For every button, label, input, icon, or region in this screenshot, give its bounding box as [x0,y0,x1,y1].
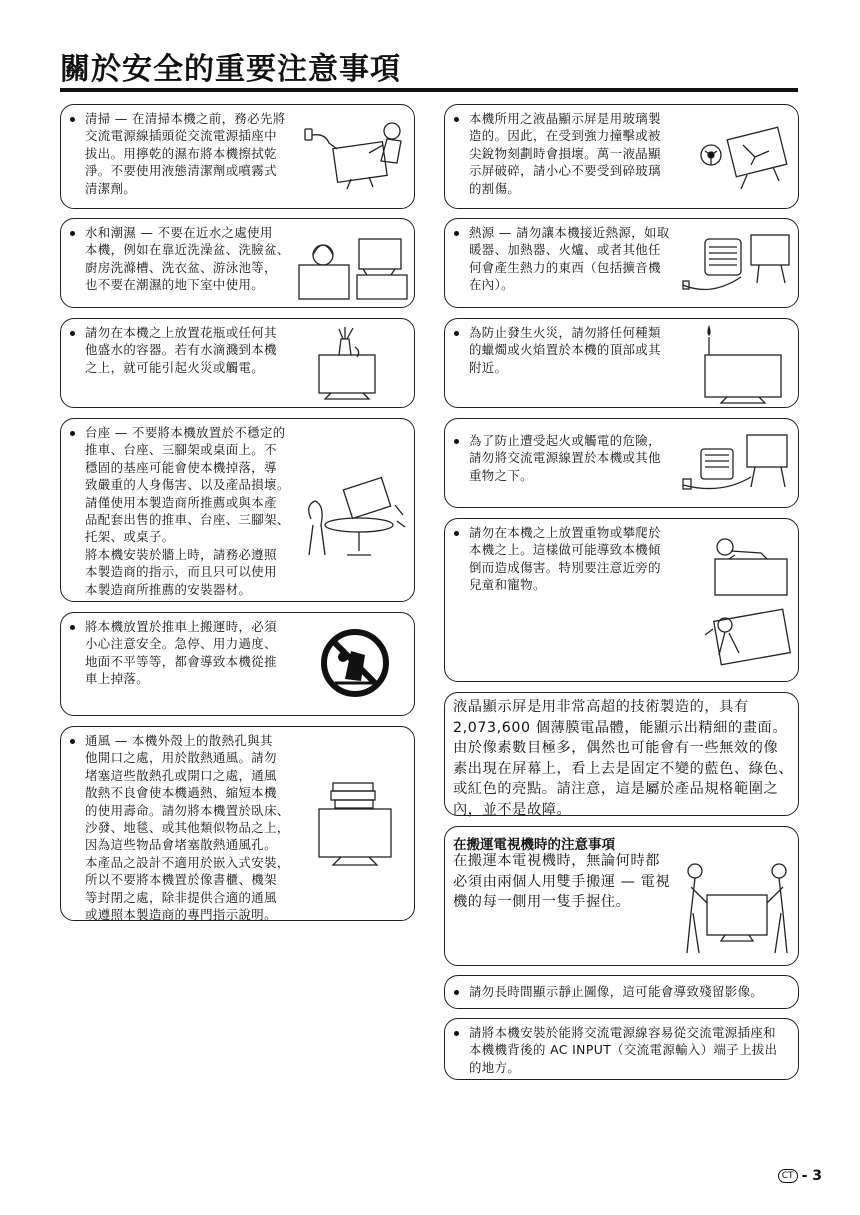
candle-illustration [697,321,791,407]
notice-text-water: 水和潮濕 — 不要在近水之處使用 本機，例如在靠近洗澡盆、洗臉盆、 廚房洗滌槽、洗衣盆、游泳池等， 也不要在潮濕的地下室中使用。 [85,225,290,293]
ventilation-illustration [313,779,409,871]
page-number-text: - 3 [801,1168,822,1184]
title-rule [60,88,798,92]
notice-box-cleaning [60,104,415,209]
notice-box-glass [444,104,799,209]
moving-notice-box [444,826,799,966]
notice-box-still-image [444,975,799,1009]
notice-text-plug: 請將本機安裝於能將交流電源線容易從交流電源插座和 本機機背後的 AC INPUT（交流電源輸入）端子上拔出 的地方。 [469,1025,778,1075]
notice-box-power-cord [444,418,799,508]
notice-box-candle [444,318,799,408]
moving-text: 在搬運本電視機時，無論何時都 必須由兩個人用雙手搬運 — 電視 機的每一側用一隻手握住。 [453,853,671,910]
glass-illustration [695,115,793,199]
notice-text-power-cord: 為了防止遭受起火或觸電的危險， 請勿將交流電源線置於本機或其他 重物之下。 [469,433,661,483]
notice-box-water [60,218,415,308]
notice-box-ventilation [60,726,415,921]
page-number [778,1168,822,1184]
notice-box-vase [60,318,415,408]
vase-illustration [311,325,407,403]
page-code-badge: CT [778,1169,798,1183]
lcd-notice-text: 液晶顯示屏是用非常高超的技術製造的，具有 2,073,600 個薄膜電晶體，能顯示出精細的畫面。 由於像素數目極多，偶然也可能會有一些無效的像 素出現在屏幕上，看上去是固定不變的藍色、綠色、 或紅色的亮點。請注意，這是屬於產品規格範圍之 內，並不是故障。 [453,699,794,818]
notice-box-heat [444,218,799,308]
heater-illustration [681,227,793,303]
moving-heading: 在搬運電視機時的注意事項 [453,837,615,853]
cleaning-illustration [297,111,409,201]
notice-box-stand [60,418,415,602]
notice-text-still-image: 請勿長時間顯示靜止圖像，這可能會導致殘留影像。 [469,984,764,999]
notice-text-climb: 請勿在本機之上放置重物或攀爬於 本機之上。這樣做可能導致本機傾 倒而造成傷害。特別要注意近旁的 兒童和寵物。 [469,525,661,593]
moving-illustration [681,857,795,961]
cart-warning-icon [321,629,389,697]
notice-box-plug [444,1018,799,1080]
stand-illustration [299,475,409,559]
notice-box-cart [60,612,415,716]
notice-text-candle: 為防止發生火災，請勿將任何種類 的蠟燭或火焰置於本機的頂部或其 附近。 [469,325,661,375]
notice-box-climb [444,518,799,682]
notice-text-vase: 請勿在本機之上放置花瓶或任何其 他盛水的容器。若有水滴濺到本機 之上，就可能引起火災或觸電。 [85,325,277,375]
notice-text-heat: 熱源 — 請勿讓本機接近熱源，如取 暖器、加熱器、火爐、或者其他任 何會產生熱力的東西（包括擴音機 在內）。 [469,225,670,293]
notice-text-cleaning: 清掃 — 在清掃本機之前，務必先將 交流電源線插頭從交流電源插座中 拔出。用擰乾的濕布將本機擦拭乾 淨。不要使用液態清潔劑或噴霧式 清潔劑。 [85,111,286,196]
notice-text-stand: 台座 — 不要將本機放置於不穩定的 推車、台座、三腳架或桌面上。不 穩固的基座可能會使本機掉落，導 致嚴重的人身傷害、以及產品損壞。 請僅使用本製造商所推薦或與本產 品配套出售的推車、台座、三腳架、 托架、或桌子。 將本機安裝於牆上時，請務必遵照 本製造商的指示，而且只可以使用 本製造商所推薦的安裝器材。 [85,425,290,597]
notice-text-cart: 將本機放置於推車上搬運時，必須 小心注意安全。急停、用力過度、 地面不平等等，都會導致本機從推 車上掉落。 [85,619,277,687]
notice-text-glass: 本機所用之液晶顯示屏是用玻璃製 造的。因此，在受到強力撞擊或被 尖銳物刻劃時會損壞。萬一液晶顯 示屏破碎，請小心不要受到碎玻璃 的割傷。 [469,111,661,196]
page-title: 關於安全的重要注意事項 [60,52,401,87]
power-cord-illustration [681,429,793,503]
water-illustration [297,225,409,303]
climb-illustration [695,525,795,677]
lcd-notice-box [444,692,799,816]
notice-text-ventilation: 通風 — 本機外殼上的散熱孔與其 他開口之處，用於散熱通風。請勿 堵塞這些散熱孔或開口之處，通風 散熱不良會使本機過熱、縮短本機 的使用壽命。請勿將本機置於臥床、 沙發、地毯、或其他類似物品之上， 因為這些物品會堵塞散熱通風孔。 本產品之設計不適用於嵌入式安裝， 所以不要將本機置於像書櫃、機架 等封閉之處，除非提供合適的通風 或遵照本製造商的專門指示說明。 [85,733,290,923]
